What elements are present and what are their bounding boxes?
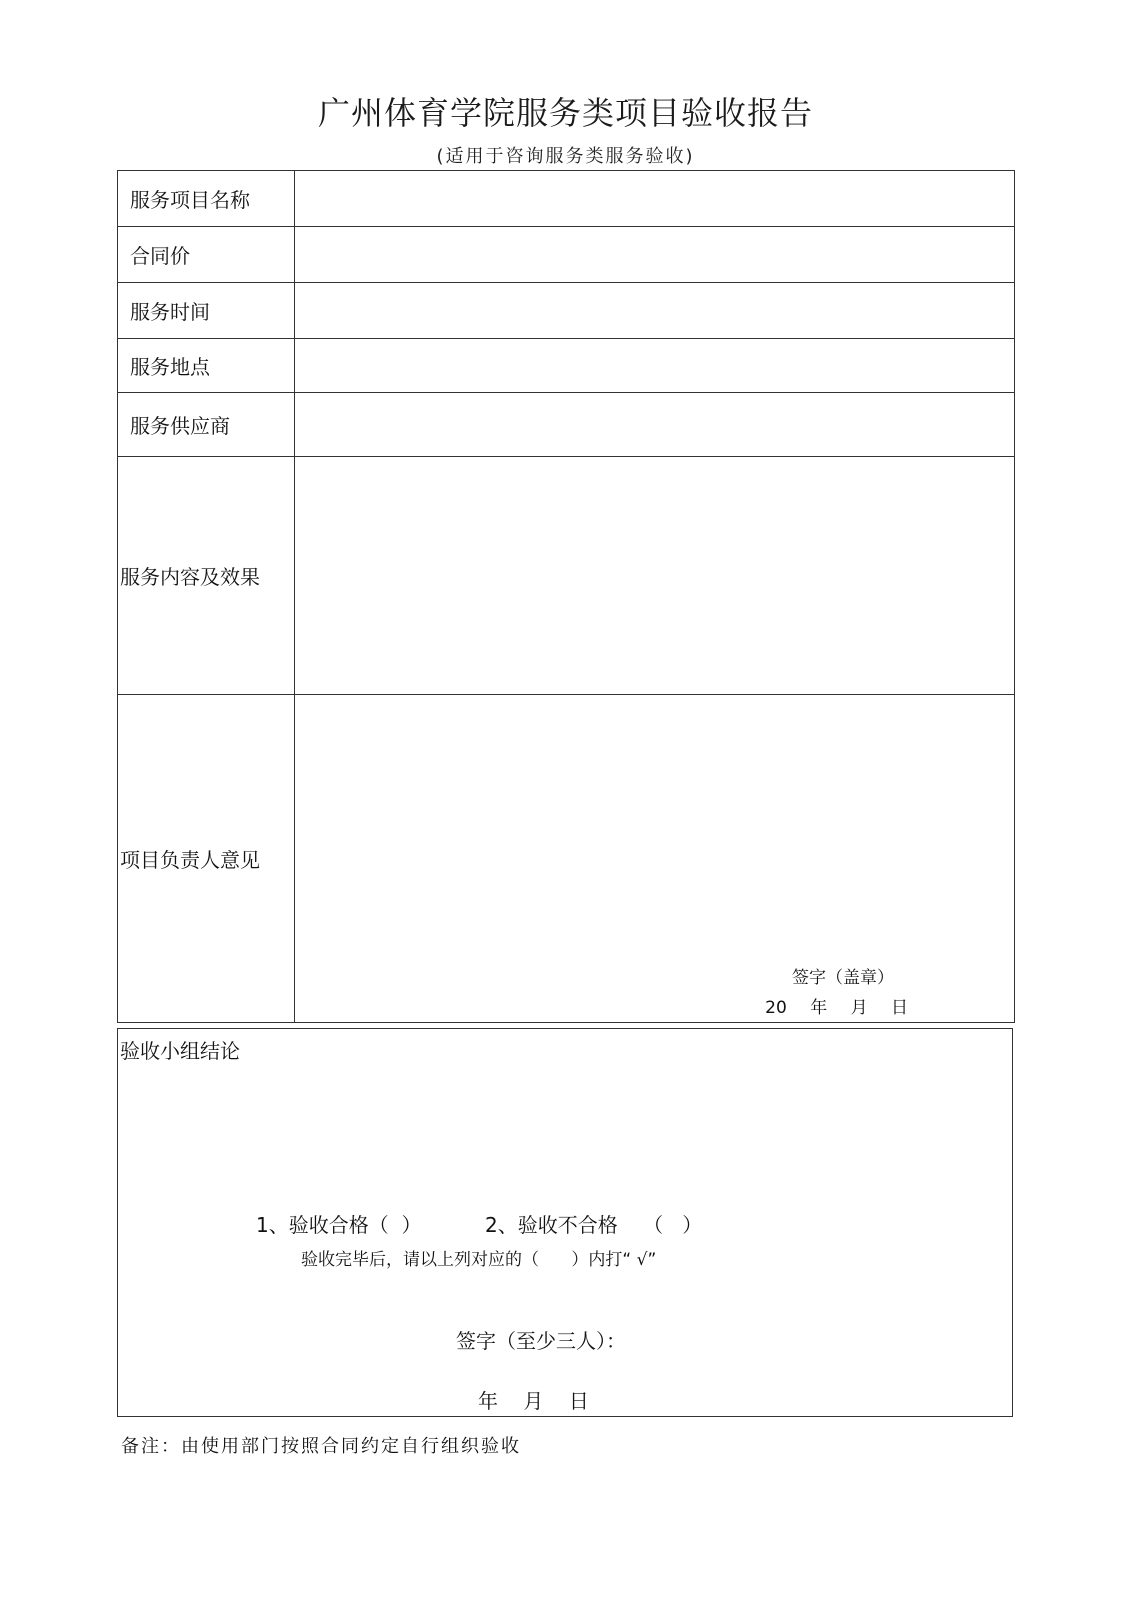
label-service-content: 服务内容及效果 bbox=[118, 457, 295, 694]
field-contract-price[interactable] bbox=[295, 227, 1014, 282]
footer-note: 备注：由使用部门按照合同约定自行组织验收 bbox=[121, 1436, 521, 1457]
manager-date-label: 20 年 月 日 bbox=[765, 998, 908, 1018]
document-subtitle: (适用于咨询服务类服务验收) bbox=[436, 146, 695, 167]
manager-signature-label: 签字（盖章） bbox=[792, 968, 894, 988]
group-signature-label: 签字（至少三人）： bbox=[456, 1329, 626, 1353]
row-service-location bbox=[118, 339, 1014, 393]
field-service-time[interactable] bbox=[295, 283, 1014, 338]
row-service-time bbox=[118, 283, 1014, 339]
row-service-content bbox=[118, 457, 1014, 695]
row-contract-price bbox=[118, 227, 1014, 283]
row-supplier bbox=[118, 393, 1014, 457]
document-title: 广州体育学院服务类项目验收报告 bbox=[317, 94, 813, 132]
field-supplier[interactable] bbox=[295, 393, 1014, 456]
field-service-location[interactable] bbox=[295, 339, 1014, 392]
field-project-name[interactable] bbox=[295, 171, 1014, 226]
conclusion-hint: 验收完毕后，请以上列对应的（ ）内打“ √” bbox=[301, 1250, 657, 1270]
acceptance-conclusion-box[interactable] bbox=[117, 1028, 1013, 1417]
label-project-name: 服务项目名称 bbox=[118, 171, 295, 226]
conclusion-title: 验收小组结论 bbox=[120, 1039, 240, 1063]
conclusion-options: 1、验收合格（ ） 2、验收不合格 （ ） bbox=[256, 1213, 703, 1237]
label-service-location: 服务地点 bbox=[118, 339, 295, 392]
label-manager-opinion: 项目负责人意见 bbox=[118, 695, 295, 1022]
label-service-time: 服务时间 bbox=[118, 283, 295, 338]
label-supplier: 服务供应商 bbox=[118, 393, 295, 456]
row-project-name bbox=[118, 171, 1014, 227]
acceptance-form-table bbox=[117, 170, 1015, 1023]
field-manager-opinion[interactable] bbox=[295, 695, 1014, 1022]
group-date-label: 年 月 日 bbox=[478, 1389, 589, 1413]
row-manager-opinion bbox=[118, 695, 1014, 1023]
label-contract-price: 合同价 bbox=[118, 227, 295, 282]
field-service-content[interactable] bbox=[295, 457, 1014, 694]
